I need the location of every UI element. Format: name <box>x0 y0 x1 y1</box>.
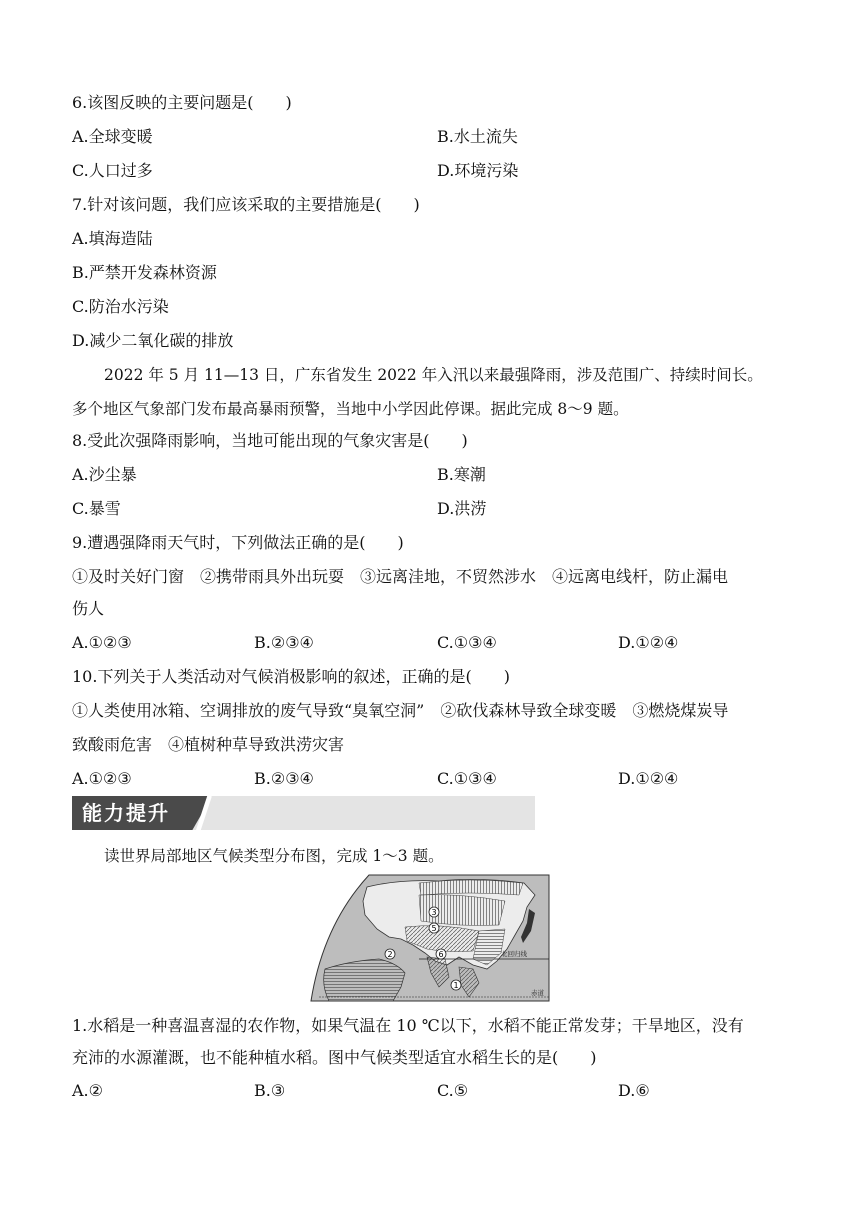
question-1-option-b: B.③ <box>254 1081 286 1100</box>
question-7-option-b: B.严禁开发森林资源 <box>72 263 217 282</box>
section-banner <box>72 796 535 830</box>
question-7-stem: 7.针对该问题，我们应该采取的主要措施是( ) <box>72 195 420 214</box>
question-9-option-c: C.①③④ <box>437 633 497 652</box>
climate-map <box>309 873 550 1002</box>
question-10-stem: 10.下列关于人类活动对气候消极影响的叙述，正确的是( ) <box>72 667 510 686</box>
question-10-statements-line-2: 致酸雨危害 ④植树种草导致洪涝灾害 <box>72 735 345 754</box>
question-1-option-d: D.⑥ <box>618 1081 650 1100</box>
question-7-option-c: C.防治水污染 <box>72 297 169 316</box>
tropic-label: 北回归线 <box>501 950 527 958</box>
question-8-option-d: D.洪涝 <box>437 499 487 518</box>
question-9-option-d: D.①②④ <box>618 633 679 652</box>
question-6-option-c: C.人口过多 <box>72 161 153 180</box>
equator-label: 赤道 <box>531 989 544 997</box>
marker-2-label: 2 <box>387 950 393 959</box>
marker-3-label: 3 <box>431 908 437 917</box>
question-7-option-d: D.减少二氧化碳的排放 <box>72 331 234 350</box>
question-9-option-a: A.①②③ <box>72 633 132 652</box>
passage-line-2: 多个地区气象部门发布最高暴雨预警，当地中小学因此停课。据此完成 8～9 题。 <box>72 400 629 418</box>
marker-1-label: 1 <box>453 981 459 990</box>
question-10-option-d: D.①②④ <box>618 769 679 788</box>
passage-line-1: 2022 年 5 月 11—13 日，广东省发生 2022 年入汛以来最强降雨，涉及范围广、持续时间长。 <box>104 366 763 384</box>
question-10-option-c: C.①③④ <box>437 769 497 788</box>
question-1-option-a: A.② <box>72 1081 103 1100</box>
question-6-option-d: D.环境污染 <box>437 161 519 180</box>
question-8-option-b: B.寒潮 <box>437 465 486 484</box>
section-title: 能力提升 <box>82 801 170 825</box>
question-1-stem-line-2: 充沛的水源灌溉，也不能种植水稻。图中气候类型适宜水稻生长的是( ) <box>72 1048 597 1067</box>
question-6-stem: 6.该图反映的主要问题是( ) <box>72 93 292 112</box>
question-7-option-a: A.填海造陆 <box>72 229 153 248</box>
marker-6-label: 6 <box>438 950 444 959</box>
question-8-option-c: C.暴雪 <box>72 499 121 518</box>
question-10-statements-line-1: ①人类使用冰箱、空调排放的废气导致“臭氧空洞” ②砍伐森林导致全球变暖 ③燃烧煤炭导 <box>72 701 729 720</box>
map-intro: 读世界局部地区气候类型分布图，完成 1～3 题。 <box>104 847 444 865</box>
question-9-statements-line-2: 伤人 <box>72 599 105 618</box>
question-9-stem: 9.遭遇强降雨天气时，下列做法正确的是( ) <box>72 533 404 552</box>
question-10-option-b: B.②③④ <box>254 769 314 788</box>
question-9-statements-line-1: ①及时关好门窗 ②携带雨具外出玩耍 ③远离洼地，不贸然涉水 ④远离电线杆，防止漏电 <box>72 567 729 586</box>
question-9-option-b: B.②③④ <box>254 633 314 652</box>
question-8-option-a: A.沙尘暴 <box>72 465 137 484</box>
question-8-stem: 8.受此次强降雨影响，当地可能出现的气象灾害是( ) <box>72 431 468 450</box>
question-6-option-b: B.水土流失 <box>437 127 518 146</box>
question-6-option-a: A.全球变暖 <box>72 127 153 146</box>
question-1-option-c: C.⑤ <box>437 1081 469 1100</box>
marker-5-label: 5 <box>431 924 437 933</box>
tundra-band <box>419 880 523 895</box>
question-10-option-a: A.①②③ <box>72 769 132 788</box>
question-1-stem-line-1: 1.水稻是一种喜温喜湿的农作物，如果气温在 10 ℃以下，水稻不能正常发芽；干旱地区，没有 <box>72 1016 744 1035</box>
